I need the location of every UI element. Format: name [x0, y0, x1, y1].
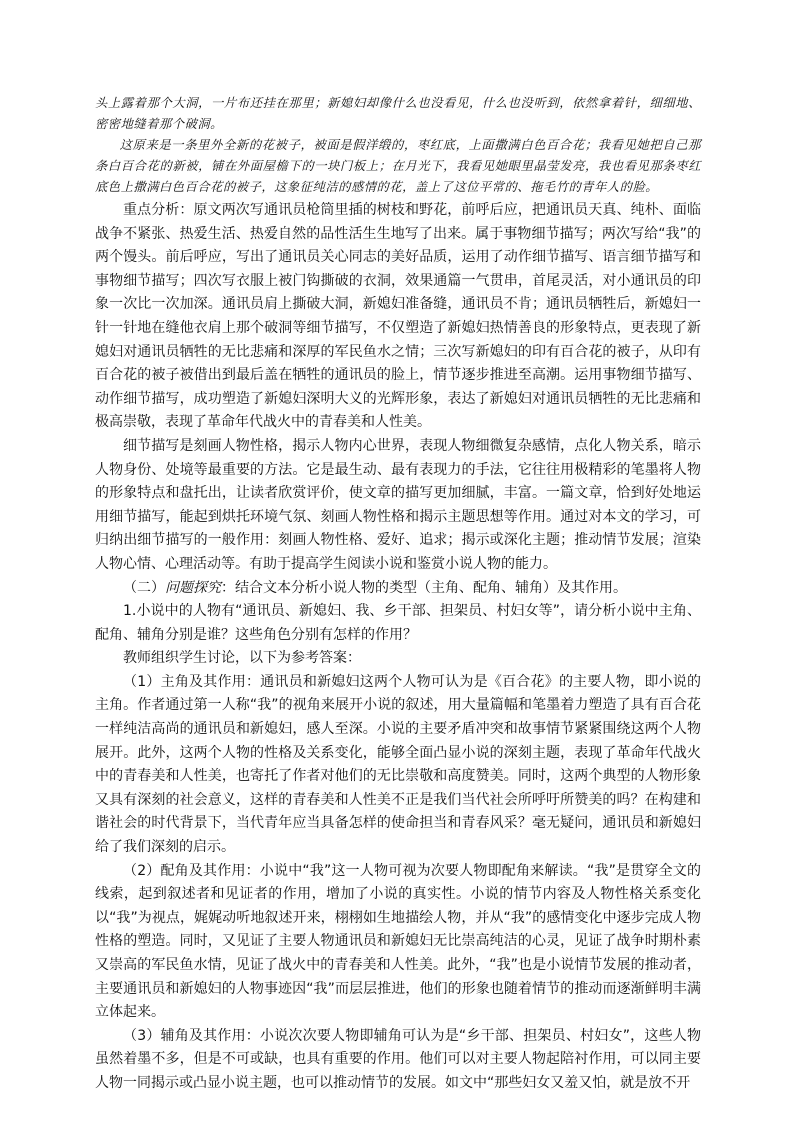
section-heading: [95, 577, 701, 601]
section-prefix: （二）: [123, 579, 165, 596]
question-paragraph: 1.小说中的人物有“通讯员、新媳妇、我、乡干部、担架员、村妇女等”，请分析小说中主角、配角、辅角分别是谁？这些角色分别有怎样的作用？: [95, 603, 701, 643]
quote-paragraph: 这原来是一条里外全新的花被子，被面是假洋缎的，枣红底，上面撒满白色百合花；我看见她把自己那条白百合花的新被，铺在外面屋檐下的一块门板上；在月光下，我看见她眼里晶莹发亮，我也看见那条枣红底色上撒满白色百合花的被子，这象征纯洁的感情的花，盖上了这位平常的、拖毛竹的青年人的脸。: [95, 138, 701, 194]
document-page: [95, 93, 701, 1096]
section-title: 问题探究: [165, 579, 221, 596]
answer-paragraph: （3）辅角及其作用：小说次次要人物即辅角可认为是“乡干部、担架员、村妇女”，这些人物虽然着墨不多，但是不可或缺，也具有重要的作用。他们可以对主要人物起陪衬作用，可以同主要人物一同揭示或凸显小说主题，也可以推动情节的发展。如文中“那些妇女又羞又怕，就是放不开: [95, 1027, 701, 1091]
analysis-paragraph: 细节描写是刻画人物性格，揭示人物内心世界，表现人物细微复杂感情，点化人物关系，暗示人物身份、处境等最重要的方法。它是最生动、最有表现力的手法，它往往用极精彩的笔墨将人物的形象特点和盘托出，让读者欣赏评价，使文章的描写更加细腻，丰富。一篇文章，恰到好处地运用细节描写，能起到烘托环境气氛、刻画人物性格和揭示主题思想等作用。通过对本文的学习，可归纳出细节描写的一般作用：刻画人物性格、爱好、追求；揭示或深化主题；推动情节发展；渲染人物心情、心理活动等。有助于提高学生阅读小说和鉴赏小说人物的能力。: [95, 437, 701, 572]
answer-paragraph: （2）配角及其作用：小说中“我”这一人物可视为次要人物即配角来解读。“我”是贯穿全文的线索，起到叙述者和见证者的作用，增加了小说的真实性。小说的情节内容及人物性格关系变化以“我”为视点，娓娓动听地叙述开来，栩栩如生地描绘人物，并从“我”的感情变化中逐步完成人物性格的塑造。同时，又见证了主要人物通讯员和新媳妇无比崇高纯洁的心灵，见证了战争时期朴素又崇高的军民鱼水情，见证了战火中的青春美和人性美。此外，“我”也是小说情节发展的推动者，主要通讯员和新媳妇的人物事迹因“我”而层层推进，他们的形象也随着情节的推动而逐渐鲜明丰满立体起来。: [95, 862, 701, 1021]
answer-paragraph: （1）主角及其作用：通讯员和新媳妇这两个人物可认为是《百合花》的主要人物，即小说的主角。作者通过第一人称“我”的视角来展开小说的叙述，用大量篇幅和笔墨着力塑造了具有百合花一样纯洁高尚的通讯员和新媳妇，感人至深。小说的主要矛盾冲突和故事情节紧紧围绕这两个人物展开。此外，这两个人物的性格及关系变化，能够全面凸显小说的深刻主题，表现了革命年代战火中的青春美和人性美，也寄托了作者对他们的无比崇敬和高度赞美。同时，这两个典型的人物形象又具有深刻的社会意义，这样的青春美和人性美不正是我们当代社会所呼吁所赞美的吗？在构建和谐社会的时代背景下，当代青年应当具备怎样的使命担当和青春风采？毫无疑问，通讯员和新媳妇给了我们深刻的启示。: [95, 673, 701, 856]
teacher-note: 教师组织学生讨论，以下为参考答案：: [123, 650, 361, 667]
analysis-paragraph: 重点分析：原文两次写通讯员枪筒里插的树枝和野花，前呼后应，把通讯员天真、纯朴、面临战争不紧张、热爱生活、热爱自然的品性活生生地写了出来。属于事物细节描写；两次写给“我”的两个馒头。前后呼应，写出了通讯员关心同志的美好品质，运用了动作细节描写、语言细节描写和事物细节描写；四次写衣服上被门钩撕破的衣洞，效果通篇一气贯串，首尾灵活，对小通讯员的印象一次比一次加深。通讯员肩上撕破大洞，新媳妇准备缝，通讯员不肯；通讯员牺牲后，新媳妇一针一针地在缝他衣肩上那个破洞等细节描写，不仅塑造了新媳妇热情善良的形象特点，更表现了新媳妇对通讯员牺牲的无比悲痛和深厚的军民鱼水之情；三次写新媳妇的印有百合花的被子，从印有百合花的被子被借出到最后盖在牺牲的通讯员的脸上，情节逐步推进至高潮。运用事物细节描写、动作细节描写，成功塑造了新媳妇深明大义的光辉形象，表达了新媳妇对通讯员牺牲的无比悲痛和极高崇敬，表现了革命年代战火中的青春美和人性美。: [95, 202, 701, 431]
section-title-rest: ：结合文本分析小说人物的类型（主角、配角、辅角）及其作用。: [221, 579, 627, 596]
quote-paragraph: 头上露着那个大洞，一片布还挂在那里；新媳妇却像什么也没看见，什么也没听到，依然拿着针，细细地、密密地缝着那个破洞。: [95, 96, 701, 131]
